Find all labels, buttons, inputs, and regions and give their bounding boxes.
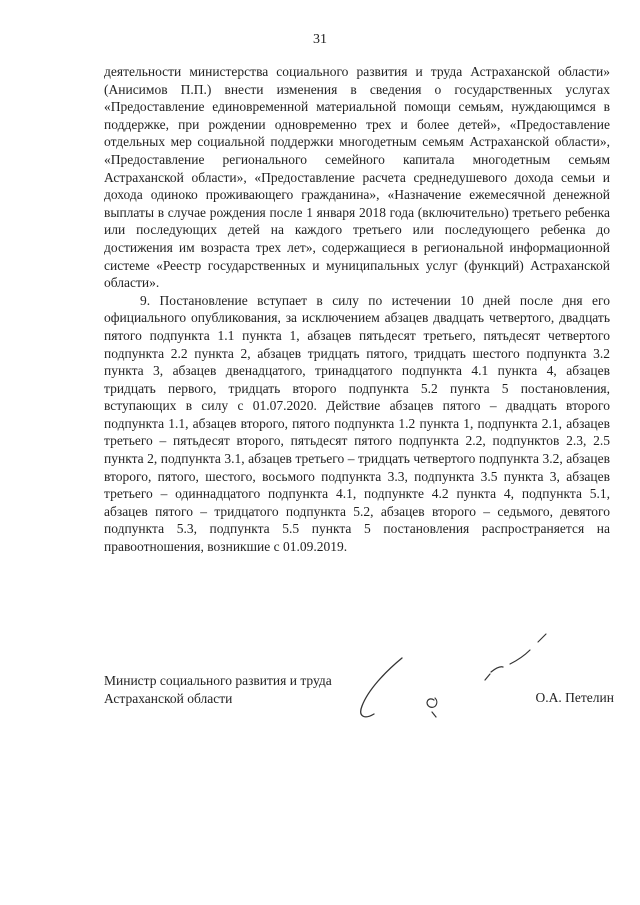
signer-position-line-2: Астраханской области [104, 690, 233, 706]
paragraph-continuation: деятельности министерства социального развития и труда Астраханской области» (Анисимов П.П.) внести изменения в сведения о государственных услугах «Предоставление единовременной материальной помощи семьям, нуждающимся в поддержке, при рождении одновременно трех и более детей», «Предоставление отдельных мер социальной поддержки многодетным семьям Астраханской области», «Предоставление регионального семейного капитала многодетным семьям Астраханской области», «Предоставление расчета среднедушевого дохода семьи и дохода одиноко проживающего гражданина», «Назначение ежемесячной денежной выплаты в случае рождения после 1 января 2018 года (включительно) третьего ребенка или последующих детей на каждого третьего или последующего ребенка до достижения им возраста трех лет», содержащиеся в региональной информационной системе «Реестр государственных и муниципальных услуг (функций) Астраханской области». [104, 64, 610, 291]
paragraph-item-9: 9. Постановление вступает в силу по истечении 10 дней после дня его официального опубликования, за исключением абзацев двадцать четвертого, двадцать пятого подпункта 1.1 пункта 1, абзацев пятьдесят третьего, пятьдесят четвертого подпункта 2.2 пункта 2, абзацев тридцать пятого, тридцать шестого подпункта 3.2 пункта 3, абзацев двенадцатого, тринадцатого подпункта 4.1 пункта 4, абзацев тридцать первого, тридцать второго подпункта 5.2 пункта 5 постановления, вступающих в силу с 01.07.2020. Действие абзацев пятого – двадцать второго подпункта 1.1, абзацев второго, пятого подпункта 1.2 пункта 1, подпункта 2.1, абзацев третьего – пятьдесят второго, пятьдесят пятого подпункта 2.2, подпунктов 2.3, 2.5 пункта 2, подпункта 3.1, абзацев третьего – тридцать четвертого подпункта 3.2, абзацев второго, пятого, шестого, восьмого подпункта 3.3, подпункта 3.5 пункта 3, абзацев третьего – одиннадцатого подпункта 4.1, подпункте 4.2 пункта 4, подпункта 5.1, абзацев пятого – тридцатого подпункта 5.2, абзацев второго – седьмого, девятого подпункта 5.3, подпункта 5.5 пункта 5 постановления распространяется на правоотношения, возникшие с 01.09.2019. [104, 292, 610, 555]
signature-block [104, 672, 614, 732]
signer-position-line-1: Министр социального развития и труда [104, 673, 332, 688]
document-body [104, 63, 610, 556]
page-number: 31 [313, 32, 327, 47]
signer-name: О.А. Петелин [535, 690, 614, 705]
